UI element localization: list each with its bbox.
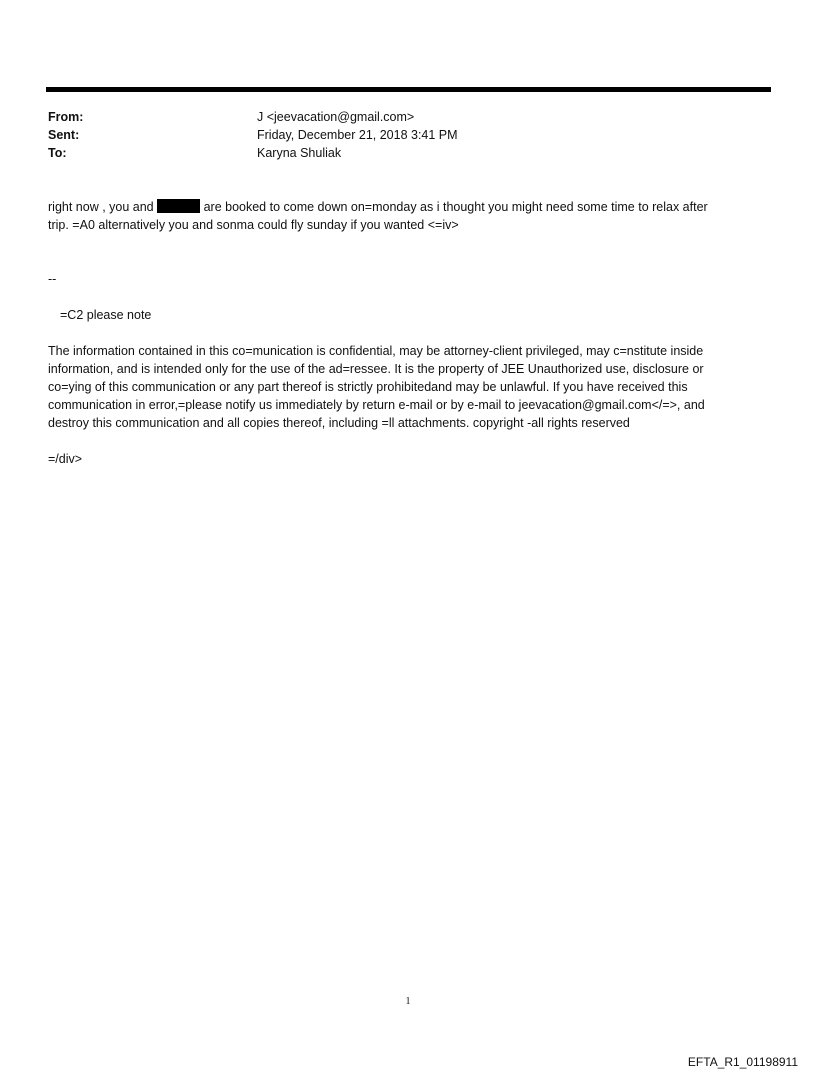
closing-tag: =/div> <box>48 452 83 466</box>
sent-value: Friday, December 21, 2018 3:41 PM <box>257 128 458 142</box>
message-line-1-end: are booked to come down on=monday as i thought you might need some time to relax after <box>200 200 708 214</box>
message-line-1 <box>48 198 778 216</box>
page-number: 1 <box>405 996 411 1007</box>
message-line-1-start: right now , you and <box>48 200 158 214</box>
please-note: =C2 please note <box>60 308 152 322</box>
signature-separator: -- <box>48 272 57 286</box>
header-rule <box>46 87 771 92</box>
disclaimer-line-5: destroy this communication and all copies thereof, including =ll attachments. copyright -all rights reserved <box>48 416 630 430</box>
redaction-box <box>157 199 200 213</box>
disclaimer-line-1: The information contained in this co=munication is confidential, may be attorney-client privileged, may c=nstitute inside <box>48 344 704 358</box>
disclaimer-line-3: co=ying of this communication or any part thereof is strictly prohibitedand may be unlawful. If you have received this <box>48 380 688 394</box>
bates-number: EFTA_R1_01198911 <box>687 1055 798 1069</box>
disclaimer-line-4: communication in error,=please notify us immediately by return e-mail or by e-mail to jeevacation@gmail.com</=>, and <box>48 398 705 412</box>
sent-label: Sent: <box>48 128 80 142</box>
to-label: To: <box>48 146 67 160</box>
to-value: Karyna Shuliak <box>257 146 342 160</box>
disclaimer-line-2: information, and is intended only for the use of the ad=ressee. It is the property of JEE Unauthorized use, disclosure or <box>48 362 704 376</box>
from-value: J <jeevacation@gmail.com> <box>257 110 415 124</box>
from-label: From: <box>48 110 84 124</box>
message-line-2: trip. =A0 alternatively you and sonma could fly sunday if you wanted <=iv> <box>48 218 459 232</box>
